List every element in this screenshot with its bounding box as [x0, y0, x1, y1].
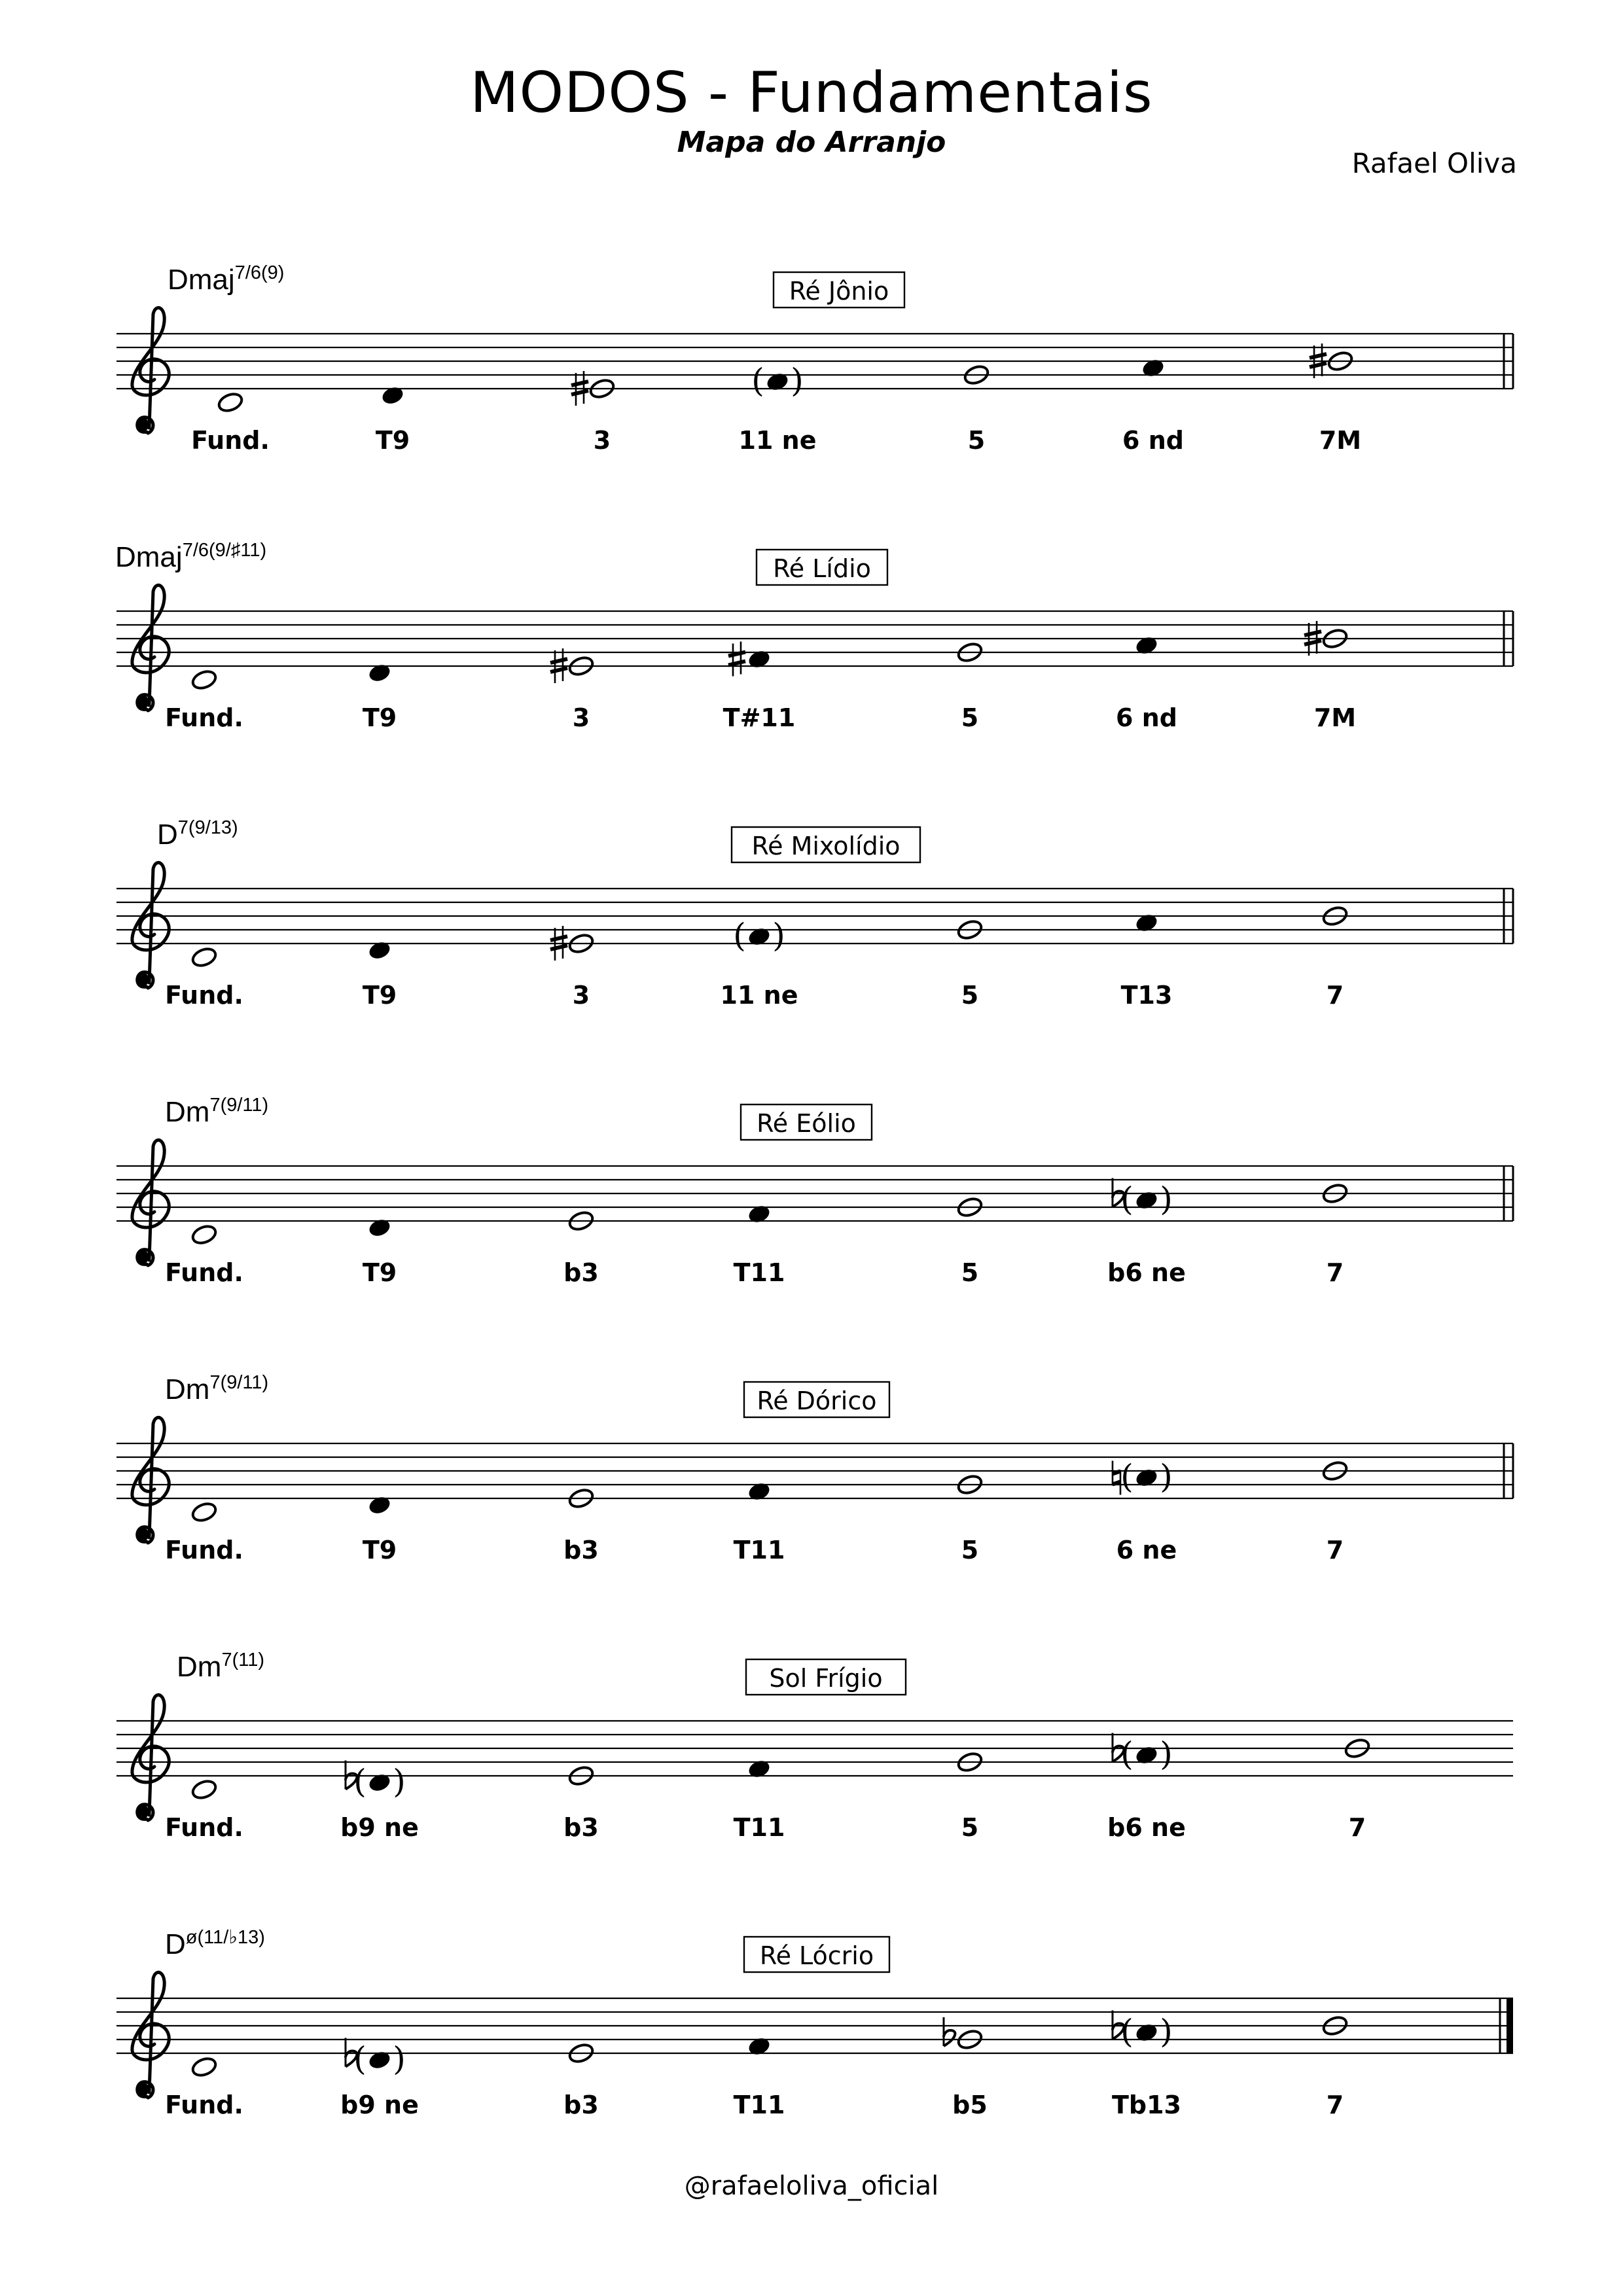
chord-symbol: [165, 1095, 268, 1128]
quarter-notehead: [1134, 1190, 1159, 1211]
degree-label: 7M: [1313, 703, 1357, 732]
paren-right: ): [1160, 1735, 1173, 1773]
paren-right: ): [393, 2040, 406, 2078]
note: [190, 946, 218, 969]
quarter-notehead: [747, 648, 772, 670]
mode-label-box: [732, 827, 920, 862]
page-subtitle: Mapa do Arranjo: [677, 126, 946, 159]
quarter-notehead: [367, 2049, 392, 2071]
degree-label: b6 ne: [1107, 1258, 1186, 1287]
degree-label: 5: [961, 1536, 979, 1564]
chord-symbol: [165, 1927, 265, 1960]
staff-system: [116, 1650, 1513, 1842]
degree-label: T9: [362, 1536, 397, 1564]
mode-label: Ré Mixolídio: [751, 832, 901, 860]
chord-root: Dm: [165, 1096, 210, 1128]
degree-label: T#11: [722, 703, 796, 732]
note: [747, 1203, 772, 1225]
quarter-notehead: [747, 926, 772, 947]
paren-left: (: [1120, 2012, 1133, 2051]
mode-label-box: [757, 550, 887, 585]
degree-label: 3: [593, 426, 611, 455]
note: [367, 662, 392, 684]
degree-label: 11 ne: [720, 981, 798, 1010]
paren-left: (: [353, 1762, 366, 1801]
degree-label: T9: [362, 703, 397, 732]
degree-label: Fund.: [165, 703, 243, 732]
quarter-notehead: [1134, 635, 1159, 656]
degree-label: Fund.: [165, 1536, 243, 1564]
treble-clef-icon: [132, 585, 169, 711]
degree-label: b9 ne: [340, 2091, 419, 2119]
degree-label: T11: [733, 2091, 785, 2119]
chord-root: D: [165, 1928, 186, 1960]
quarter-notehead: [380, 385, 405, 406]
chord-symbol: [115, 540, 266, 573]
degree-label: T13: [1120, 981, 1173, 1010]
note: [1134, 912, 1159, 934]
degree-label: T9: [375, 426, 410, 455]
note: [1134, 635, 1159, 656]
chord-root: Dm: [177, 1651, 222, 1683]
chord-extension: 7(9/11): [209, 1372, 269, 1393]
note: [190, 1501, 218, 1524]
mode-label: Ré Dórico: [757, 1386, 877, 1415]
staff-system: [115, 540, 1513, 732]
mode-label: Ré Lídio: [773, 554, 871, 583]
note: [1141, 357, 1166, 379]
chord-extension: 7(11): [221, 1650, 264, 1670]
degree-label: 5: [961, 1258, 979, 1287]
paren-left: (: [1120, 1180, 1133, 1218]
degree-label: 5: [961, 981, 979, 1010]
paren-right: ): [1160, 2012, 1173, 2051]
quarter-notehead: [747, 1758, 772, 1780]
degree-label: 5: [961, 703, 979, 732]
degree-label: 7: [1326, 1258, 1344, 1287]
quarter-notehead: [1134, 912, 1159, 934]
note: [747, 1758, 772, 1780]
degree-label: b5: [952, 2091, 988, 2119]
degree-label: b9 ne: [340, 1813, 419, 1842]
degree-label: 7: [1326, 981, 1344, 1010]
degree-label: 5: [967, 426, 986, 455]
paren-left: (: [1120, 1735, 1133, 1773]
paren-right: ): [1160, 1457, 1173, 1496]
degree-label: Fund.: [191, 426, 270, 455]
degree-label: 5: [961, 1813, 979, 1842]
treble-clef-icon: [132, 862, 169, 988]
staff-system: [116, 262, 1513, 455]
staff-system: [116, 1372, 1513, 1564]
chord-root: Dm: [165, 1373, 210, 1405]
flat-icon: [944, 2017, 955, 2046]
mode-label: Sol Frígio: [769, 1664, 883, 1693]
degree-label: 11 ne: [738, 426, 817, 455]
note: [190, 2056, 218, 2079]
half-notehead: [190, 669, 218, 692]
paren-right: ): [791, 361, 804, 400]
footer-handle: @rafaeloliva_oficial: [684, 2171, 939, 2201]
half-notehead: [190, 946, 218, 969]
staff-system: [116, 1927, 1513, 2119]
degree-label: b3: [563, 2091, 599, 2119]
degree-label: T9: [362, 981, 397, 1010]
degree-label: Fund.: [165, 1258, 243, 1287]
paren-left: (: [1120, 1457, 1133, 1496]
note: [1113, 1733, 1173, 1773]
quarter-notehead: [367, 940, 392, 961]
mode-label-box: [746, 1659, 906, 1695]
degree-label: 6 nd: [1122, 426, 1184, 455]
treble-clef-icon: [132, 1695, 169, 1820]
page-title: MODOS - Fundamentais: [470, 60, 1153, 126]
natural-icon: [1113, 1461, 1120, 1495]
staff-system: [116, 1095, 1513, 1287]
half-notehead: [190, 1224, 218, 1246]
mode-label-box: [744, 1937, 889, 1972]
degree-label: 7: [1348, 1813, 1366, 1842]
staff-system: [116, 817, 1513, 1010]
note: [190, 1778, 218, 1801]
note: [747, 2036, 772, 2057]
paren-left: (: [733, 916, 746, 955]
chord-extension: 7/6(9/♯11): [182, 540, 267, 561]
note: [367, 1217, 392, 1239]
degree-label: 3: [572, 703, 590, 732]
note: [1113, 1458, 1173, 1496]
note: [733, 917, 785, 955]
treble-clef-icon: [132, 1417, 169, 1543]
treble-clef-icon: [132, 1140, 169, 1265]
degree-label: T9: [362, 1258, 397, 1287]
quarter-notehead: [1134, 1744, 1159, 1766]
quarter-notehead: [367, 1772, 392, 1793]
note: [751, 362, 804, 400]
note: [380, 385, 405, 406]
chord-extension: 7(9/11): [209, 1095, 269, 1116]
paren-right: ): [393, 1762, 406, 1801]
degree-label: Fund.: [165, 2091, 243, 2119]
degree-label: 6 ne: [1116, 1536, 1177, 1564]
note: [1113, 1178, 1173, 1218]
degree-label: Fund.: [165, 1813, 243, 1842]
paren-left: (: [353, 2040, 366, 2078]
half-notehead: [190, 1501, 218, 1524]
chord-root: Dmaj: [115, 541, 183, 573]
note: [190, 669, 218, 692]
chord-symbol: [165, 1372, 268, 1405]
note: [1113, 2011, 1173, 2051]
note: [346, 2038, 406, 2078]
degree-label: 6 nd: [1116, 703, 1177, 732]
degree-label: Tb13: [1111, 2091, 1182, 2119]
half-notehead: [190, 1778, 218, 1801]
degree-label: 7: [1326, 1536, 1344, 1564]
degree-label: T11: [733, 1813, 785, 1842]
note: [190, 1224, 218, 1246]
degree-label: b6 ne: [1107, 1813, 1186, 1842]
degree-label: b3: [563, 1536, 599, 1564]
degree-label: T11: [733, 1536, 785, 1564]
quarter-notehead: [765, 371, 790, 393]
treble-clef-icon: [132, 308, 169, 433]
chord-symbol: [177, 1650, 264, 1683]
quarter-notehead: [747, 2036, 772, 2057]
chord-symbol: [168, 262, 284, 296]
paren-right: ): [772, 916, 785, 955]
quarter-notehead: [367, 1494, 392, 1516]
degree-label: 7M: [1319, 426, 1362, 455]
note: [747, 1481, 772, 1502]
mode-label-box: [774, 272, 904, 308]
half-notehead: [190, 2056, 218, 2079]
chord-extension: ø(11/♭13): [185, 1927, 265, 1948]
quarter-notehead: [747, 1481, 772, 1502]
note: [944, 2017, 984, 2051]
note: [217, 391, 244, 414]
quarter-notehead: [747, 1203, 772, 1225]
half-notehead: [217, 391, 244, 414]
quarter-notehead: [1141, 357, 1166, 379]
degree-label: 7: [1326, 2091, 1344, 2119]
paren-left: (: [751, 361, 764, 400]
degree-label: b3: [563, 1813, 599, 1842]
degree-label: T11: [733, 1258, 785, 1287]
note: [346, 1761, 406, 1801]
chord-root: Dmaj: [168, 264, 235, 296]
note: [367, 1494, 392, 1516]
composer-name: Rafael Oliva: [1351, 147, 1517, 179]
quarter-notehead: [1134, 2022, 1159, 2043]
quarter-notehead: [367, 1217, 392, 1239]
degree-label: 3: [572, 981, 590, 1010]
note: [367, 940, 392, 961]
quarter-notehead: [367, 662, 392, 684]
degree-label: Fund.: [165, 981, 243, 1010]
mode-label: Ré Lócrio: [759, 1941, 874, 1970]
chord-symbol: [157, 817, 238, 851]
mode-label-box: [741, 1104, 872, 1140]
chord-extension: 7(9/13): [177, 817, 238, 838]
sharp-icon: [728, 642, 745, 677]
mode-label-box: [744, 1382, 889, 1417]
chord-root: D: [157, 819, 178, 851]
chord-extension: 7/6(9): [234, 262, 285, 283]
quarter-notehead: [1134, 1467, 1159, 1489]
note: [728, 642, 772, 677]
mode-label: Ré Jônio: [789, 277, 889, 306]
treble-clef-icon: [132, 1972, 169, 2098]
mode-label: Ré Eólio: [757, 1109, 856, 1138]
paren-right: ): [1160, 1180, 1173, 1218]
degree-label: b3: [563, 1258, 599, 1287]
